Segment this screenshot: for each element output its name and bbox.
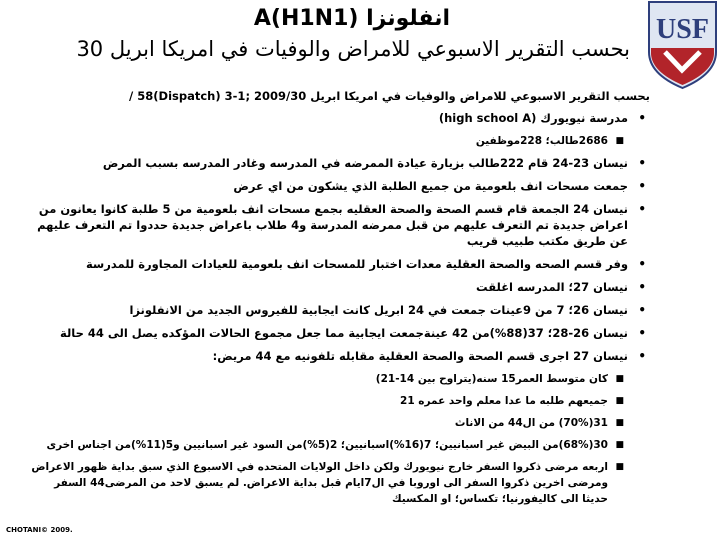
sub-list-item-text: جميعهم طلبه ما عدا معلم واحد عمره 21 — [400, 395, 608, 407]
slide-subtitle: بحسب التقرير الاسبوعي للامراض والوفيات في امريكا ابريل 30 — [76, 37, 630, 61]
square-bullet-icon: ■ — [615, 136, 624, 146]
list-item-text: نيسان 27؛ المدرسه اغلقت — [476, 280, 628, 294]
list-item-text: نيسان 24 الجمعة قام قسم الصحة والصحة العقليه بجمع مسحات انف بلعومية من 5 طلبة كانوا يعانون من اعراض جديدة تم التعرف عليهم من قبل ممرضه المدرسة و4 طلاب باعراض جديدة حددوا تم التعرف عليهم عن طريق مكتب طبيب قريب — [37, 202, 628, 248]
content-heading: بحسب التقرير الاسبوعي للامراض والوفيات في امريكا ابريل 2009/30 ;1-3 (Dispatch)58 / — [129, 89, 650, 103]
bullet-icon: • — [638, 179, 646, 193]
list-item — [28, 348, 650, 364]
list-item — [28, 325, 650, 341]
list-item-text: جمعت مسحات انف بلعومية من جميع الطلبة الذي يشكون من اي عرض — [233, 179, 628, 193]
content-body — [28, 88, 650, 513]
sub-list-item — [28, 415, 650, 431]
list-item-text: وفر قسم الصحه والصحة العقلية معدات اختبار للمسحات انف بلعومية للعيادات المجاورة للمدرسة — [85, 257, 628, 271]
sub-list-item-text: 31(70%) من ال44 من الاناث — [454, 417, 608, 429]
sub-list-item — [28, 133, 650, 149]
square-bullet-icon: ■ — [615, 396, 624, 406]
sub-list-item — [28, 459, 650, 507]
list-item-text: نيسان 27 اجرى قسم الصحة والصحة العقلية مقابله تلفونيه مع 44 مريض: — [212, 349, 628, 363]
bullet-icon: • — [638, 280, 646, 294]
list-item — [28, 178, 650, 194]
list-item-text: نيسان 26؛ 7 من 9عينات جمعت في 24 ابريل كانت ايجابية للفيروس الجديد من الانفلونزا — [129, 303, 628, 317]
list-item — [28, 279, 650, 295]
slide-title: انفلونزا A(H1N1) — [253, 6, 450, 31]
sub-list-item — [28, 437, 650, 453]
bullet-icon: • — [638, 202, 646, 216]
sub-list-item-text: كان متوسط العمر15 سنه(يتراوح بين 14-21) — [375, 373, 608, 385]
copyright-footer: CHOTANI© 2009. — [6, 526, 73, 534]
bullet-icon: • — [638, 303, 646, 317]
bullet-icon: • — [638, 156, 646, 170]
bullet-icon: • — [638, 111, 646, 125]
list-item — [28, 302, 650, 318]
sub-list-item-text: 2686طالب؛ 228موظفين — [475, 135, 608, 147]
bullet-icon: • — [638, 257, 646, 271]
square-bullet-icon: ■ — [615, 418, 624, 428]
list-item — [28, 155, 650, 171]
list-item-text: مدرسة نيويورك (high school A) — [438, 111, 628, 125]
sub-list-item-text: 30(68%)من البيض غير اسبانيين؛ 7(16%)اسبانيين؛ 2(5%)من السود غير اسبانيين و5(11%)من اجناس اخرى — [46, 439, 608, 451]
logo-lettering: USF — [656, 14, 709, 45]
square-bullet-icon: ■ — [615, 462, 624, 472]
square-bullet-icon: ■ — [615, 440, 624, 450]
list-item-text: نيسان 23-24 قام 222طالب بزيارة عيادة الممرضه في المدرسه وغادر المدرسه بسبب المرض — [102, 156, 628, 170]
bullet-icon: • — [638, 326, 646, 340]
bullet-icon: • — [638, 349, 646, 363]
list-item — [28, 256, 650, 272]
usf-logo — [645, 0, 720, 90]
sub-list-item — [28, 393, 650, 409]
square-bullet-icon: ■ — [615, 374, 624, 384]
list-item — [28, 110, 650, 126]
list-item — [28, 201, 650, 249]
sub-list-item-text: اربعه مرضى ذكروا السفر خارج نيويورك ولكن داخل الولايات المتحده في الاسبوع الذي سبق بداية ظهور الاعراض ومرضى اخرين ذكروا السفر الى اوروبا في ال7ايام قبل بداية الاعراض. لم يسبق لاحد من المرضى44 السفر حديثا الى كاليفورنيا؛ تكساس؛ او المكسيك — [31, 461, 608, 505]
bullet-list — [28, 110, 650, 507]
sub-list-item — [28, 371, 650, 387]
list-item-text: نيسان 26-28؛ 37(88%)من 42 عينةجمعت ايجابية مما جعل مجموع الحالات المؤكده يصل الى 44 حالة — [59, 326, 628, 340]
